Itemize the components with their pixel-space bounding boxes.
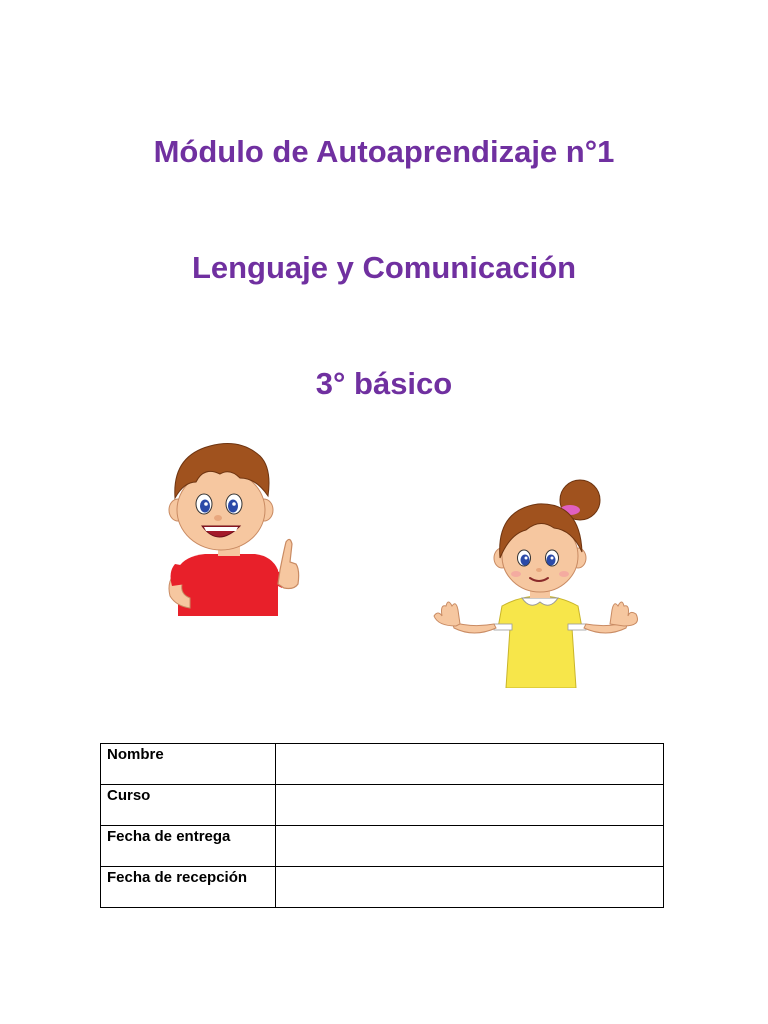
table-row <box>101 785 664 826</box>
boy-thumbs-up-icon <box>160 438 300 618</box>
row-label-nombre: Nombre <box>101 744 276 785</box>
row-label-fecha-recepcion: Fecha de recepción <box>101 867 276 908</box>
row-label-curso: Curso <box>101 785 276 826</box>
table-row <box>101 826 664 867</box>
student-info-table <box>100 743 664 908</box>
table-row <box>101 867 664 908</box>
curso-field[interactable] <box>276 785 664 826</box>
row-label-fecha-entrega: Fecha de entrega <box>101 826 276 867</box>
grade-title: 3° básico <box>315 366 453 401</box>
fecha-recepcion-field[interactable] <box>276 867 664 908</box>
table-row <box>101 744 664 785</box>
subject-title: Lenguaje y Comunicación <box>191 250 577 285</box>
module-title: Módulo de Autoaprendizaje n°1 <box>153 134 615 169</box>
nombre-field[interactable] <box>276 744 664 785</box>
fecha-entrega-field[interactable] <box>276 826 664 867</box>
girl-shrugging-icon <box>430 478 640 688</box>
